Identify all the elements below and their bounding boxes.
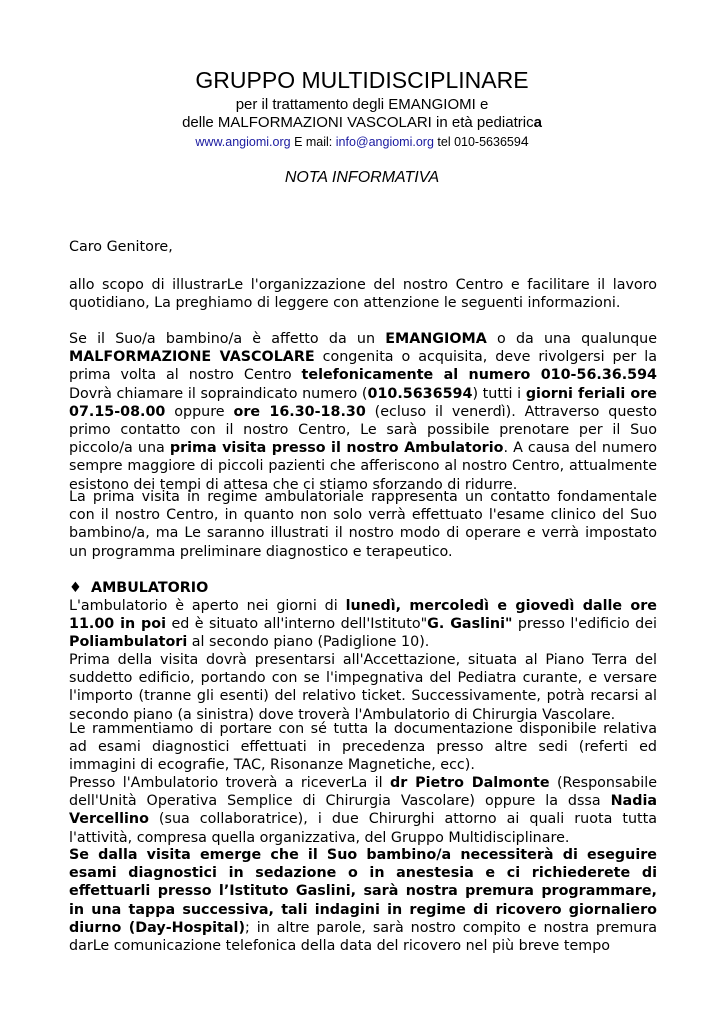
website-link[interactable]: www.angiomi.org [195, 135, 291, 149]
nota-informativa-heading: NOTA INFORMATIVA [284, 169, 440, 186]
bold-opening-days: lunedì, mercoledì e giovedì dalle ore 11.00 in poi [69, 598, 657, 633]
section-heading-text: AMBULATORIO [91, 580, 209, 596]
intro-paragraph: allo scopo di illustrarLe l'organizzazione del nostro Centro e facilitare il lavoro quotidiano, La preghiamo di leggere con attenzione le seguenti informazioni. [69, 277, 657, 312]
day-hospital-paragraph [69, 846, 657, 955]
text-span: o da una qualunque [486, 331, 657, 347]
text-span: (ecluso il venerdì). Attraverso questo primo contatto con il nostro Centro, Le sarà possibile prenotare per il Suo piccolo/a una [69, 403, 657, 457]
text-span: Se il Suo/a bambino/a è affetto da un [69, 331, 386, 347]
subtitle-line-2 [0, 114, 724, 132]
ambulatorio-hours-paragraph [69, 597, 657, 652]
first-visit-paragraph: La prima visita in regime ambulatoriale rappresenta un contatto fondamentale con il nostro Centro, in quanto non solo verrà effettuato l'esame clinico del Suo bambino/a, ma Le saranno illustrati il nostro modo di operare e verrà impostato un programma preliminare diagnostico e terapeutico. [69, 489, 657, 560]
doctors-paragraph [69, 774, 657, 847]
text-span: Presso l'Ambulatorio troverà a riceverLa il [69, 775, 391, 791]
bold-doctor-vercellino: Nadia Vercellino [69, 793, 657, 828]
text-span: L'ambulatorio è aperto nei giorni di [69, 598, 346, 614]
text-span: oppure [165, 403, 234, 420]
bold-malformazione: MALFORMAZIONE VASCOLARE [69, 349, 315, 366]
section-heading-ambulatorio [69, 579, 657, 597]
bold-phone-number-2: 010.5636594 [367, 385, 473, 402]
text-span: Dovrà chiamare il sopraindicato numero ( [69, 385, 368, 402]
bold-afternoon-hours: ore 16.30-18.30 [233, 403, 366, 420]
text-span: (Responsabile dell'Unità Operativa Semplice di Chirurgia Vascolare) oppure la dssa [69, 775, 657, 810]
first-contact-paragraph [69, 330, 657, 494]
phone-last-digit: 4 [520, 133, 529, 149]
documentation-paragraph: Le rammentiamo di portare con sé tutta la documentazione disponibile relativa ad esami diagnostici effettuati in precedenza presso altre sedi (referti ed immagini di ecografie, TAC, Risonanze Magnetiche, ecc). [69, 721, 657, 774]
bold-day-hospital: Se dalla visita emerge che il Suo bambino/a necessiterà di eseguire esami diagnostici in sedazione o in anestesia e ci richiederete di effettuarli presso l’Istituto Gaslini, sarà nostra premura programmare, in una tappa successiva, tali indagini in regime di ricovero giornaliero diurno (Day-Hospital) [69, 847, 657, 936]
email-label: E mail: [294, 135, 333, 149]
bold-emangioma: EMANGIOMA [385, 331, 487, 347]
bold-doctor-dalmonte: dr Pietro Dalmonte [390, 775, 550, 791]
subtitle-line-2-text: delle MALFORMAZIONI VASCOLARI in età pediatric [182, 114, 534, 131]
bold-gaslini: G. Gaslini" [427, 616, 513, 633]
email-link[interactable]: info@angiomi.org [335, 135, 434, 149]
greeting: Caro Genitore, [69, 239, 173, 255]
bold-weekday-hours: giorni feriali ore 07.15-08.00 [69, 385, 657, 420]
text-span: ) tutti i [472, 385, 526, 402]
text-span: al secondo piano (Padiglione 10). [187, 634, 430, 651]
contact-line [0, 133, 724, 150]
document-title: GRUPPO MULTIDISCIPLINARE [195, 67, 529, 93]
bold-first-visit: prima visita presso il nostro Ambulatorio [169, 440, 504, 457]
subtitle-line-1: per il trattamento degli EMANGIOMI e [235, 96, 489, 113]
text-span: congenita o acquisita, deve rivolgersi per la prima volta al nostro Centro [69, 349, 657, 384]
bold-poliambulatori: Poliambulatori [69, 634, 188, 651]
text-span: . A causa del numero sempre maggiore di piccoli pazienti che afferiscono al nostro Centro, attualmente esistono dei tempi di attesa che ci stiamo sforzando di ridurre. [69, 440, 657, 493]
diamond-bullet-icon: ♦ [69, 580, 82, 596]
text-span: presso l'edificio dei [512, 616, 657, 633]
acceptance-paragraph: Prima della visita dovrà presentarsi all'Accettazione, situata al Piano Terra del suddetto edificio, portando con se l'impegnativa del Pediatra curante, e versare l'importo (tranne gli esenti) del relativo ticket. Successivamente, potrà recarsi al secondo piano (a sinistra) dove troverà l'Ambulatorio di Chirurgia Vascolare. [69, 652, 657, 723]
bold-phone-number: telefonicamente al numero 010-56.36.594 [301, 367, 657, 384]
phone-label: tel 010-563659 [437, 135, 521, 149]
text-span: (sua collaboratrice), i due Chirurghi attorno ai quali ruota tutta l'attività, compresa quella organizzativa, del Gruppo Multidisciplinare. [69, 811, 657, 846]
text-span: ; in altre parole, sarà nostro compito e nostra premura darLe comunicazione telefonica della data del ricovero nel più breve tempo [69, 919, 657, 955]
subtitle-line-2-bold-end: a [533, 114, 542, 131]
text-span: ed è situato all'interno dell'Istituto" [166, 616, 428, 633]
